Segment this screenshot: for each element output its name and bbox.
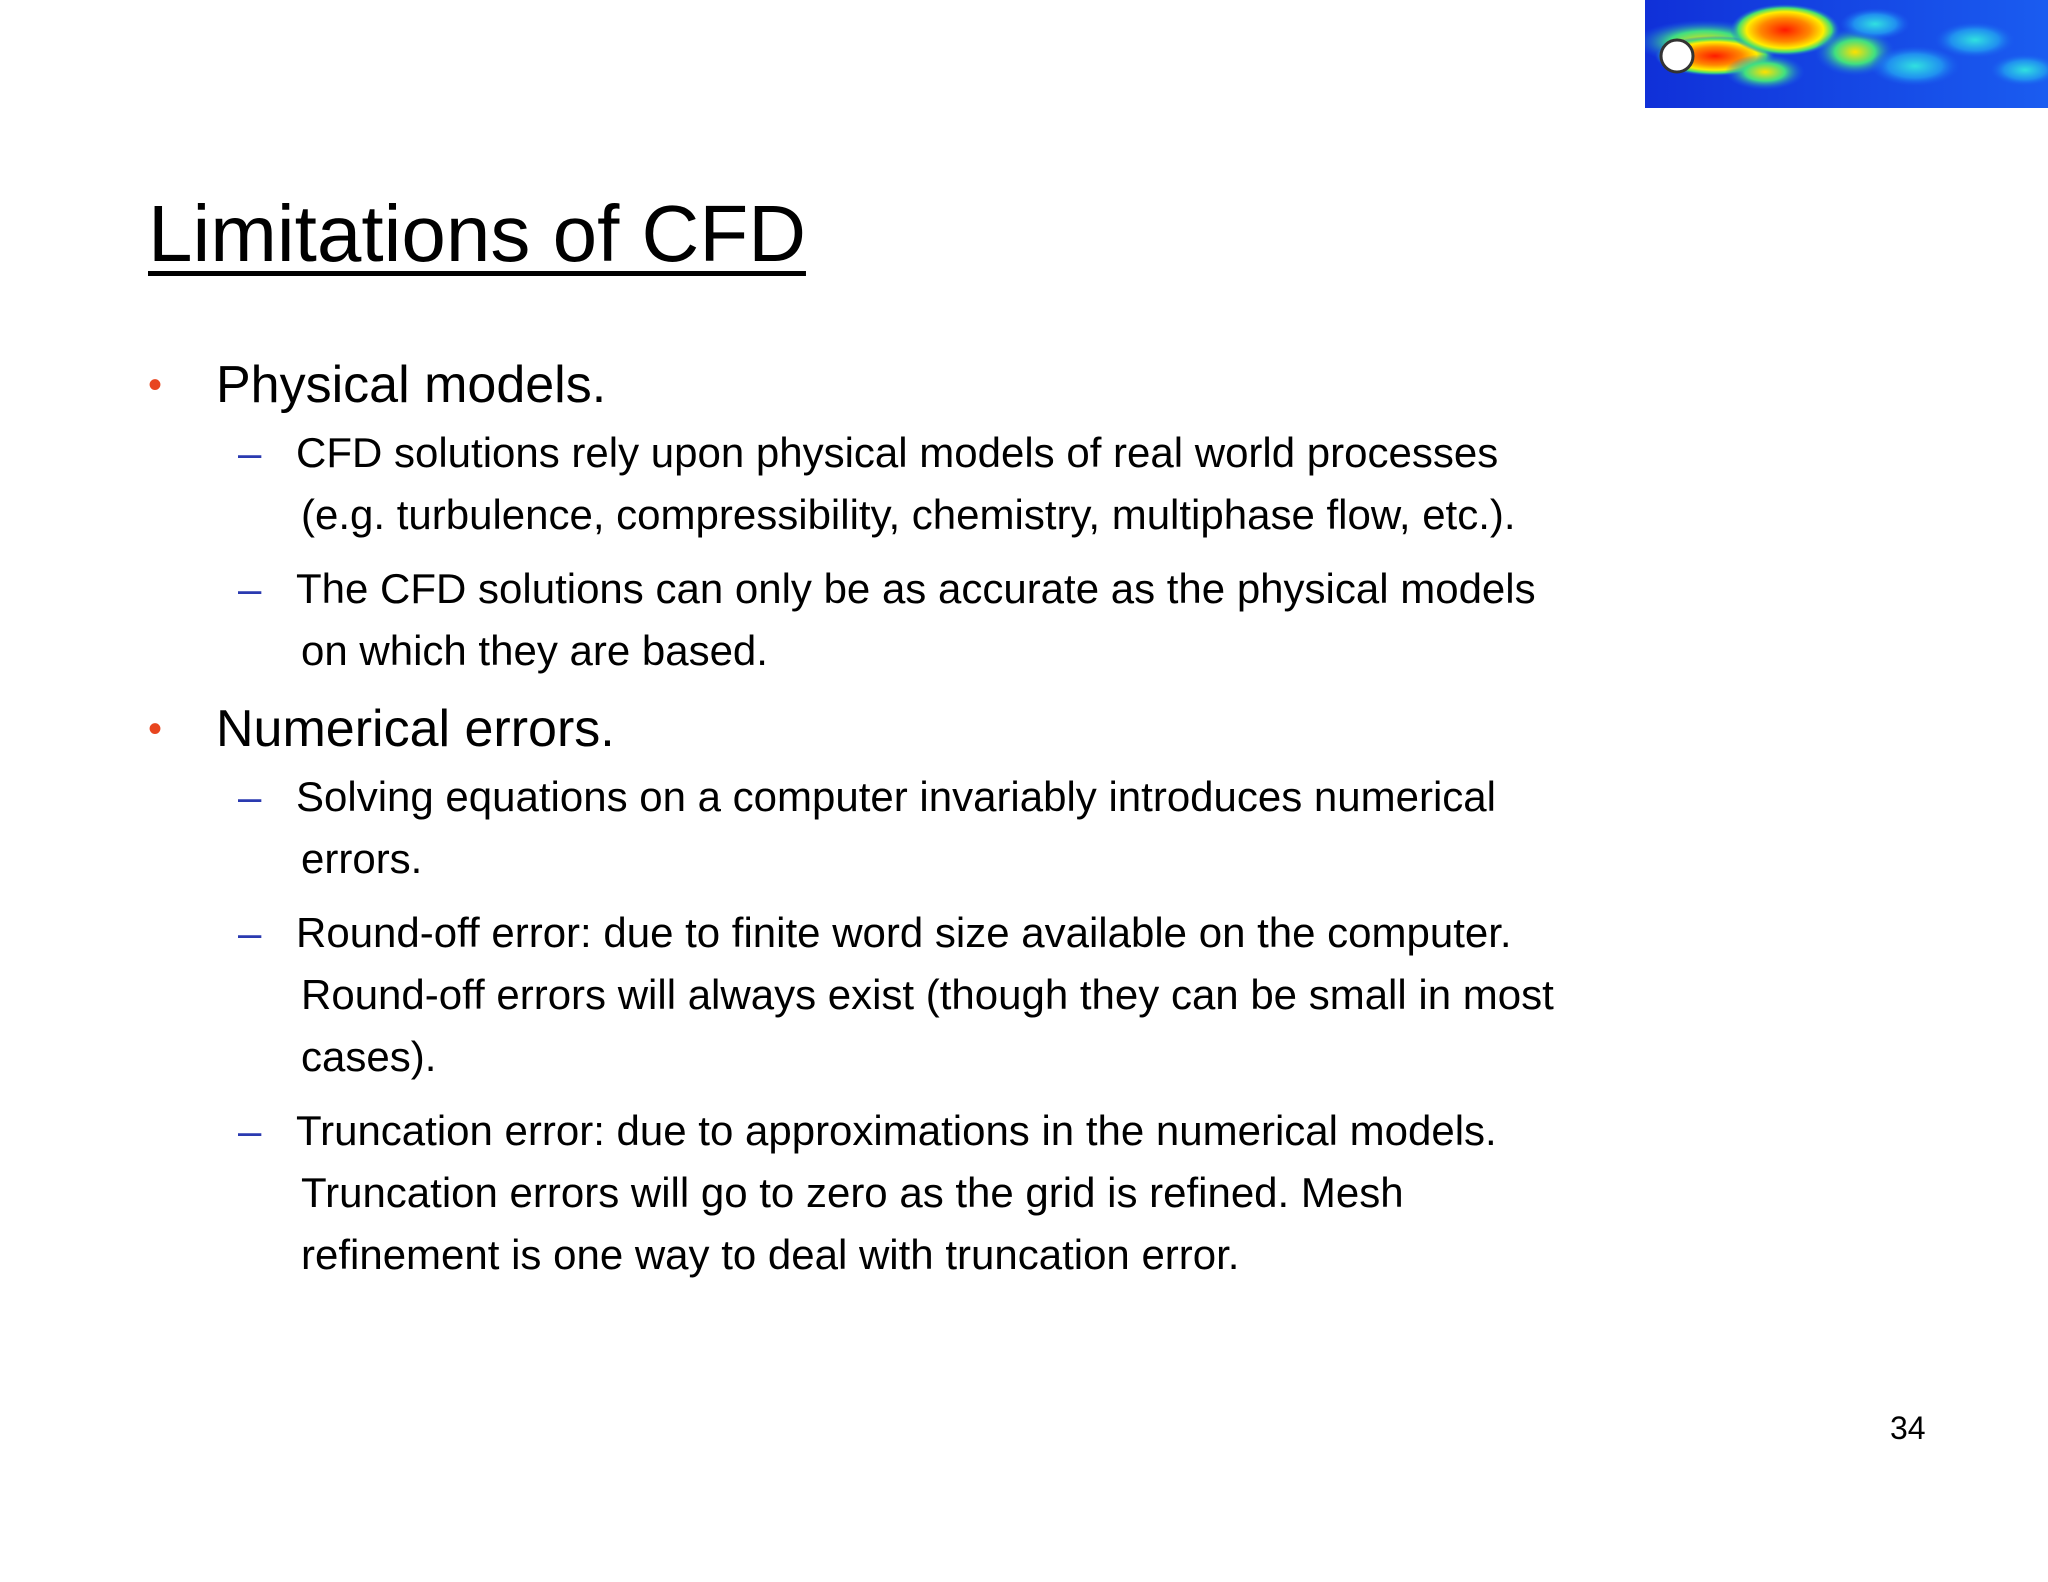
dash-icon: – (238, 1107, 262, 1154)
sub-item-line: Solving equations on a computer invariably introduces numerical (296, 773, 1496, 820)
bullet-text: Physical models. (216, 356, 607, 414)
slide-content (148, 350, 1748, 1298)
sub-item-line: (e.g. turbulence, compressibility, chemistry, multiphase flow, etc.). (301, 491, 1516, 538)
sub-item (148, 902, 1748, 1088)
sub-item-line: The CFD solutions can only be as accurate as the physical models (296, 565, 1536, 612)
dash-icon: – (238, 773, 262, 820)
dash-icon: – (238, 429, 262, 476)
sub-item-line: refinement is one way to deal with truncation error. (301, 1231, 1240, 1278)
sub-item-line: Round-off error: due to finite word size available on the computer. (296, 909, 1512, 956)
sub-item-line: Truncation error: due to approximations in the numerical models. (296, 1107, 1497, 1154)
dash-icon: – (238, 909, 262, 956)
sub-item-line: errors. (301, 835, 423, 882)
bullet-icon: • (148, 707, 163, 751)
bullet-numerical-errors (148, 694, 1748, 764)
dash-icon: – (238, 565, 262, 612)
bullet-text: Numerical errors. (216, 700, 615, 758)
cfd-vortex-shedding-icon (1645, 0, 2048, 108)
sub-item (148, 558, 1748, 682)
slide-title: Limitations of CFD (148, 189, 806, 278)
sub-item (148, 766, 1748, 890)
page-number: 34 (1890, 1410, 1926, 1446)
sub-item-line: Round-off errors will always exist (though they can be small in most (301, 971, 1554, 1018)
sub-item (148, 1100, 1748, 1286)
sub-item-line: Truncation errors will go to zero as the grid is refined. Mesh (301, 1169, 1404, 1216)
sub-item (148, 422, 1748, 546)
sub-item-line: cases). (301, 1033, 437, 1080)
bullet-physical-models (148, 350, 1748, 420)
sub-item-line: CFD solutions rely upon physical models of real world processes (296, 429, 1499, 476)
sub-item-line: on which they are based. (301, 627, 768, 674)
bullet-icon: • (148, 363, 163, 407)
